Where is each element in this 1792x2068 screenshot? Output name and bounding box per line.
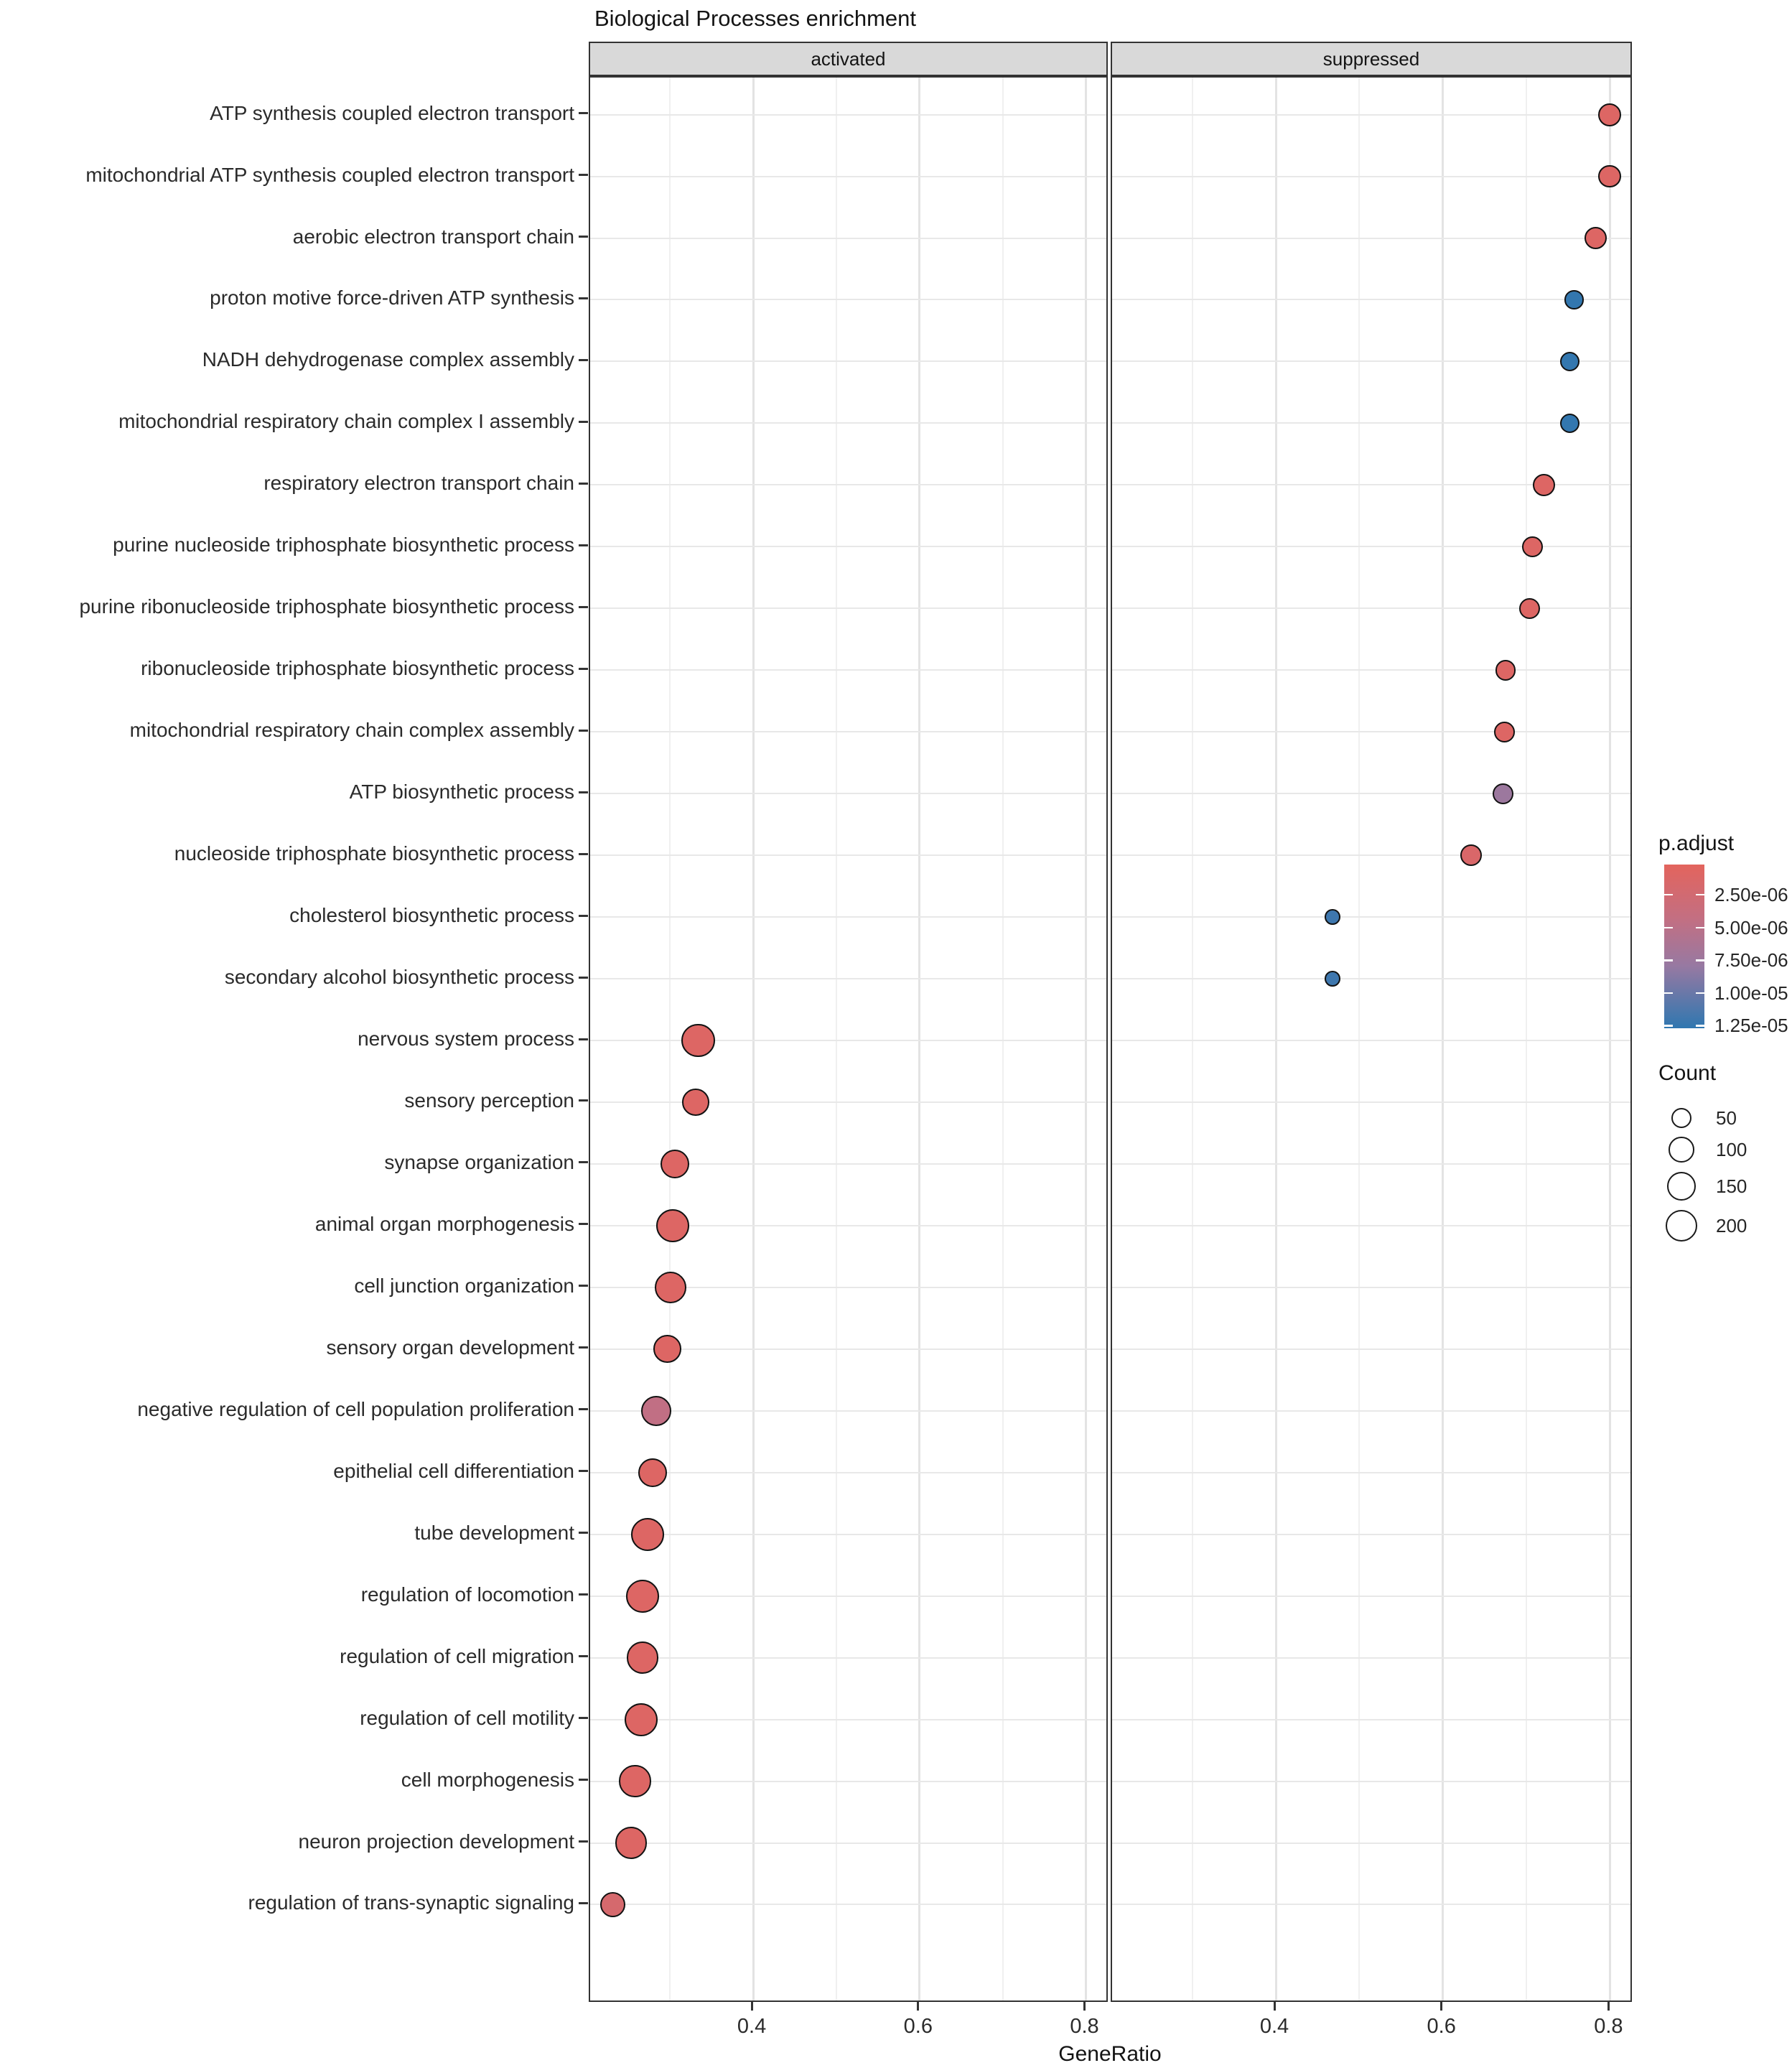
y-axis-label: purine ribonucleoside triphosphate biosynthetic process bbox=[79, 595, 574, 618]
y-axis-label: regulation of cell migration bbox=[340, 1644, 574, 1667]
major-gridline-h bbox=[1112, 793, 1630, 794]
major-gridline-v bbox=[918, 78, 920, 2001]
colorbar-tick-label: 1.25e-05 bbox=[1714, 1015, 1788, 1037]
major-gridline-h bbox=[1112, 669, 1630, 671]
data-point bbox=[1533, 474, 1555, 496]
data-point bbox=[1560, 352, 1579, 371]
major-gridline-h bbox=[590, 978, 1106, 979]
y-axis-tick bbox=[579, 1902, 588, 1904]
major-gridline-v bbox=[1085, 78, 1087, 2001]
y-axis-label: cell junction organization bbox=[354, 1274, 574, 1297]
y-axis-tick bbox=[579, 544, 588, 546]
major-gridline-h bbox=[1112, 1287, 1630, 1288]
y-axis-tick bbox=[579, 1161, 588, 1163]
y-axis-label: ribonucleoside triphosphate biosynthetic process bbox=[141, 657, 574, 680]
x-axis-tick bbox=[1083, 2002, 1086, 2011]
minor-gridline-v bbox=[669, 78, 671, 2001]
y-axis-tick bbox=[579, 421, 588, 423]
y-axis-label: nervous system process bbox=[358, 1028, 574, 1050]
facet-strip-activated-label: activated bbox=[811, 47, 886, 70]
data-point bbox=[1495, 660, 1516, 681]
data-point bbox=[1325, 971, 1340, 987]
major-gridline-h bbox=[590, 1040, 1106, 1041]
y-axis-tick bbox=[579, 236, 588, 238]
y-axis-tick bbox=[579, 668, 588, 670]
count-legend-label: 50 bbox=[1716, 1107, 1737, 1129]
major-gridline-h bbox=[1112, 607, 1630, 609]
major-gridline-h bbox=[590, 360, 1106, 362]
y-axis-label: epithelial cell differentiation bbox=[333, 1459, 574, 1482]
y-axis-tick bbox=[579, 1038, 588, 1040]
x-axis-tick-label: 0.8 bbox=[1594, 2015, 1623, 2038]
y-axis-label: ATP synthesis coupled electron transport bbox=[210, 101, 574, 124]
major-gridline-h bbox=[1112, 176, 1630, 177]
colorbar-tick-left bbox=[1664, 1025, 1673, 1027]
pvalue-colorbar bbox=[1664, 865, 1704, 1028]
colorbar-tick-left bbox=[1664, 959, 1673, 961]
colorbar-tick-label: 2.50e-06 bbox=[1714, 883, 1788, 905]
y-axis-tick bbox=[579, 1840, 588, 1843]
minor-gridline-v bbox=[1358, 78, 1360, 2001]
colorbar-tick-left bbox=[1664, 927, 1673, 929]
x-axis-tick bbox=[1607, 2002, 1610, 2011]
major-gridline-h bbox=[590, 1781, 1106, 1782]
major-gridline-h bbox=[590, 1101, 1106, 1103]
major-gridline-h bbox=[1112, 238, 1630, 239]
y-axis-tick bbox=[579, 1346, 588, 1349]
major-gridline-h bbox=[1112, 546, 1630, 547]
plot-title: Biological Processes enrichment bbox=[594, 6, 916, 31]
major-gridline-v bbox=[752, 78, 755, 2001]
major-gridline-h bbox=[1112, 1410, 1630, 1412]
x-axis-tick-label: 0.6 bbox=[1427, 2015, 1456, 2038]
y-axis-label: mitochondrial respiratory chain complex I assembly bbox=[118, 410, 574, 433]
y-axis-label: negative regulation of cell population proliferation bbox=[137, 1397, 574, 1420]
facet-strip-activated bbox=[589, 42, 1108, 76]
count-legend-circle bbox=[1669, 1137, 1694, 1163]
y-axis-tick bbox=[579, 1470, 588, 1472]
major-gridline-h bbox=[1112, 1472, 1630, 1473]
major-gridline-h bbox=[1112, 1719, 1630, 1720]
minor-gridline-v bbox=[1192, 78, 1193, 2001]
major-gridline-h bbox=[1112, 1657, 1630, 1659]
y-axis-label: neuron projection development bbox=[298, 1830, 574, 1853]
major-gridline-h bbox=[590, 484, 1106, 485]
y-axis-tick bbox=[579, 1593, 588, 1596]
y-axis-label: mitochondrial ATP synthesis coupled electron transport bbox=[85, 163, 574, 186]
major-gridline-v bbox=[1442, 78, 1444, 2001]
major-gridline-h bbox=[1112, 1534, 1630, 1535]
major-gridline-h bbox=[590, 1843, 1106, 1844]
data-point bbox=[626, 1580, 659, 1613]
colorbar-tick-label: 5.00e-06 bbox=[1714, 916, 1788, 938]
major-gridline-h bbox=[1112, 1781, 1630, 1782]
y-axis-label: proton motive force-driven ATP synthesis bbox=[210, 287, 574, 309]
data-point bbox=[600, 1892, 625, 1917]
count-legend-label: 150 bbox=[1716, 1175, 1747, 1197]
y-axis-label: regulation of locomotion bbox=[360, 1583, 574, 1606]
y-axis-label: aerobic electron transport chain bbox=[292, 225, 574, 248]
x-axis-title: GeneRatio bbox=[1058, 2042, 1162, 2066]
y-axis-label: cholesterol biosynthetic process bbox=[289, 904, 574, 927]
colorbar-tick-right bbox=[1696, 927, 1704, 929]
major-gridline-h bbox=[590, 607, 1106, 609]
y-axis-tick bbox=[579, 1532, 588, 1534]
major-gridline-h bbox=[1112, 360, 1630, 362]
major-gridline-v bbox=[1275, 78, 1277, 2001]
y-axis-label: regulation of cell motility bbox=[360, 1706, 574, 1729]
y-axis-tick bbox=[579, 359, 588, 361]
y-axis-label: NADH dehydrogenase complex assembly bbox=[202, 348, 574, 371]
y-axis-label: secondary alcohol biosynthetic process bbox=[224, 966, 574, 989]
x-axis-tick-label: 0.8 bbox=[1070, 2015, 1099, 2038]
major-gridline-h bbox=[590, 1904, 1106, 1905]
y-axis-tick bbox=[579, 915, 588, 917]
colorbar-tick-left bbox=[1664, 992, 1673, 995]
y-axis-label: regulation of trans-synaptic signaling bbox=[248, 1891, 574, 1914]
x-axis-tick bbox=[1440, 2002, 1442, 2011]
y-axis-tick bbox=[579, 297, 588, 299]
data-point bbox=[1598, 103, 1621, 126]
data-point bbox=[1325, 909, 1340, 925]
y-axis-label: nucleoside triphosphate biosynthetic process bbox=[174, 842, 574, 865]
minor-gridline-v bbox=[1526, 78, 1527, 2001]
major-gridline-h bbox=[590, 1472, 1106, 1473]
y-axis-label: ATP biosynthetic process bbox=[349, 781, 574, 804]
major-gridline-h bbox=[590, 1657, 1106, 1659]
count-legend-label: 200 bbox=[1716, 1215, 1747, 1236]
y-axis-tick bbox=[579, 1223, 588, 1225]
data-point bbox=[1522, 536, 1543, 557]
data-point bbox=[625, 1703, 658, 1736]
y-axis-tick bbox=[579, 1099, 588, 1101]
major-gridline-h bbox=[1112, 1843, 1630, 1844]
color-legend-title: p.adjust bbox=[1658, 832, 1735, 855]
data-point bbox=[661, 1150, 689, 1178]
x-axis-tick bbox=[1274, 2002, 1276, 2011]
y-axis-tick bbox=[579, 1408, 588, 1410]
colorbar-tick-right bbox=[1696, 992, 1704, 995]
colorbar-tick-label: 1.00e-05 bbox=[1714, 982, 1788, 1004]
major-gridline-h bbox=[1112, 299, 1630, 300]
major-gridline-h bbox=[1112, 114, 1630, 116]
data-point bbox=[1598, 165, 1621, 188]
minor-gridline-v bbox=[1002, 78, 1004, 2001]
y-axis-label: cell morphogenesis bbox=[401, 1768, 574, 1791]
major-gridline-h bbox=[590, 1596, 1106, 1597]
major-gridline-h bbox=[590, 854, 1106, 856]
major-gridline-h bbox=[1112, 978, 1630, 979]
data-point bbox=[1564, 290, 1583, 309]
major-gridline-h bbox=[1112, 1101, 1630, 1103]
y-axis-label: synapse organization bbox=[384, 1150, 574, 1173]
major-gridline-h bbox=[1112, 854, 1630, 856]
major-gridline-h bbox=[1112, 916, 1630, 918]
data-point bbox=[1494, 722, 1515, 742]
colorbar-tick-left bbox=[1664, 894, 1673, 896]
major-gridline-h bbox=[1112, 1163, 1630, 1165]
major-gridline-h bbox=[590, 546, 1106, 547]
data-point bbox=[653, 1335, 681, 1363]
y-axis-tick bbox=[579, 1655, 588, 1657]
y-axis-tick bbox=[579, 1717, 588, 1719]
major-gridline-v bbox=[1609, 78, 1611, 2001]
y-axis-tick bbox=[579, 483, 588, 485]
colorbar-tick-right bbox=[1696, 1025, 1704, 1027]
y-axis-tick bbox=[579, 1285, 588, 1287]
y-axis-label: sensory organ development bbox=[326, 1336, 574, 1359]
major-gridline-h bbox=[1112, 731, 1630, 732]
data-point bbox=[1585, 227, 1607, 249]
facet-strip-suppressed bbox=[1111, 42, 1632, 76]
y-axis-label: sensory perception bbox=[404, 1089, 574, 1112]
major-gridline-h bbox=[590, 238, 1106, 239]
colorbar-tick-right bbox=[1696, 894, 1704, 896]
major-gridline-h bbox=[590, 114, 1106, 116]
minor-gridline-v bbox=[836, 78, 837, 2001]
major-gridline-h bbox=[590, 731, 1106, 732]
count-legend-circle bbox=[1667, 1172, 1697, 1201]
x-axis-tick-label: 0.4 bbox=[737, 2015, 767, 2038]
data-point bbox=[641, 1396, 671, 1426]
size-legend-title: Count bbox=[1658, 1061, 1717, 1085]
y-axis-tick bbox=[579, 606, 588, 608]
data-point bbox=[681, 1024, 715, 1058]
data-point bbox=[619, 1765, 650, 1797]
y-axis-label: purine nucleoside triphosphate biosynthetic process bbox=[113, 534, 574, 556]
data-point bbox=[615, 1827, 647, 1858]
panel-activated bbox=[589, 76, 1108, 2002]
major-gridline-h bbox=[590, 422, 1106, 424]
x-axis-tick-label: 0.4 bbox=[1259, 2015, 1289, 2038]
major-gridline-h bbox=[590, 793, 1106, 794]
major-gridline-h bbox=[590, 299, 1106, 300]
data-point bbox=[682, 1089, 709, 1116]
major-gridline-h bbox=[1112, 422, 1630, 424]
y-axis-label: respiratory electron transport chain bbox=[263, 472, 574, 495]
data-point bbox=[627, 1641, 659, 1674]
major-gridline-h bbox=[590, 916, 1106, 918]
major-gridline-h bbox=[1112, 1596, 1630, 1597]
y-axis-tick bbox=[579, 853, 588, 855]
major-gridline-h bbox=[1112, 1040, 1630, 1041]
major-gridline-h bbox=[1112, 1225, 1630, 1226]
y-axis-label: animal organ morphogenesis bbox=[314, 1212, 574, 1235]
count-legend-circle bbox=[1666, 1210, 1698, 1242]
y-axis-tick bbox=[579, 730, 588, 732]
data-point bbox=[631, 1518, 664, 1551]
panel-suppressed bbox=[1111, 76, 1632, 2002]
data-point bbox=[638, 1458, 667, 1487]
y-axis-label: mitochondrial respiratory chain complex assembly bbox=[129, 719, 574, 742]
y-axis-tick bbox=[579, 1779, 588, 1781]
count-legend-circle bbox=[1671, 1108, 1692, 1129]
data-point bbox=[655, 1272, 686, 1303]
major-gridline-h bbox=[1112, 1349, 1630, 1350]
data-point bbox=[1560, 414, 1579, 433]
y-axis-tick bbox=[579, 791, 588, 793]
x-axis-tick bbox=[917, 2002, 919, 2011]
data-point bbox=[1460, 844, 1482, 866]
colorbar-tick-right bbox=[1696, 959, 1704, 961]
count-legend-label: 100 bbox=[1716, 1139, 1747, 1160]
y-axis-tick bbox=[579, 174, 588, 176]
major-gridline-h bbox=[590, 1719, 1106, 1720]
major-gridline-h bbox=[1112, 1904, 1630, 1905]
data-point bbox=[656, 1209, 689, 1242]
y-axis-tick bbox=[579, 112, 588, 114]
major-gridline-h bbox=[590, 176, 1106, 177]
y-axis-tick bbox=[579, 977, 588, 979]
major-gridline-h bbox=[590, 1534, 1106, 1535]
y-axis-label: tube development bbox=[414, 1521, 574, 1544]
major-gridline-h bbox=[590, 669, 1106, 671]
colorbar-tick-label: 7.50e-06 bbox=[1714, 949, 1788, 972]
data-point bbox=[1519, 598, 1540, 619]
x-axis-tick bbox=[751, 2002, 753, 2011]
data-point bbox=[1493, 783, 1513, 804]
facet-strip-suppressed-label: suppressed bbox=[1322, 47, 1420, 70]
x-axis-tick-label: 0.6 bbox=[903, 2015, 933, 2038]
